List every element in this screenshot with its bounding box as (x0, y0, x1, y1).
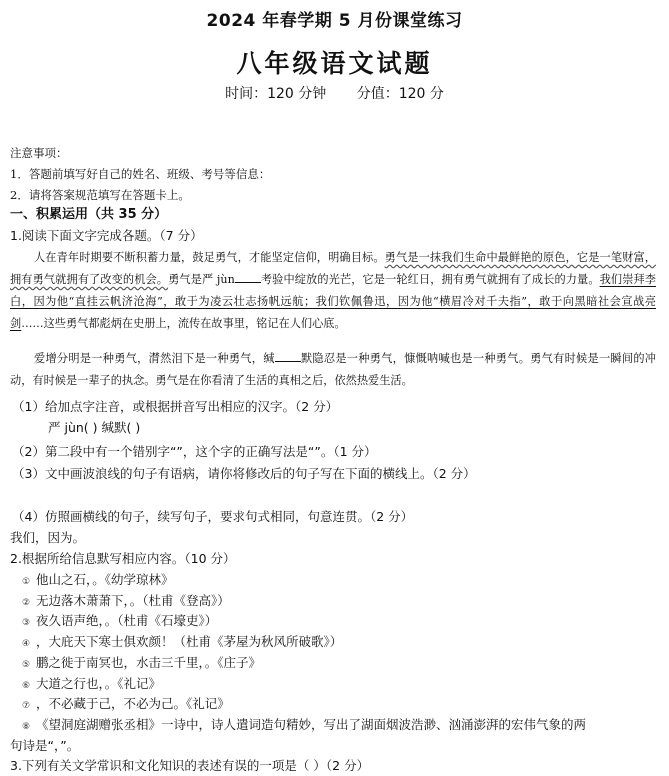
passage-paragraph-2 (10, 348, 656, 392)
section-1-heading: 一、积累运用（共 35 分） (10, 207, 168, 222)
item-text: ，大庇天下寒士俱欢颜！（杜甫《茅屋为秋风所破歌》） (36, 634, 343, 649)
item-number: ⑥ (22, 681, 31, 691)
sub-question-3: （3）文中画波浪线的句子有语病，请你将修改后的句子写在下面的横线上。（2 分） (12, 466, 476, 481)
exam-score: 分值：120 分 (356, 86, 444, 102)
recite-item (22, 715, 586, 737)
exam-info (0, 83, 669, 103)
recite-item (22, 570, 174, 592)
item-text: 《望洞庭湖赠张丞相》一诗中，诗人遣词造句精妙，写出了湖面烟波浩渺、汹涌澎湃的宏伟气象的两 (36, 717, 587, 732)
item-text: 鹏之徙于南冥也，水击三千里，。《庄子》 (36, 655, 262, 670)
answer-blank[interactable] (235, 270, 261, 283)
question-2-title: 2.根据所给信息默写相应内容。（10 分） (10, 551, 236, 566)
notice-heading: 注意事项： (10, 146, 68, 160)
item-number: ② (22, 598, 31, 608)
sub-question-4-answer[interactable]: 我们，因为。 (10, 530, 86, 545)
recite-item (22, 632, 342, 654)
passage-text: 人在青年时期要不断积蓄力量，鼓足勇气，才能坚定信仰，明确目标。 (34, 251, 385, 264)
recite-item (22, 653, 261, 675)
passage-text: ……这些勇气都彪炳在史册上，流传在故事里，铭记在人们心底。 (21, 317, 346, 330)
question-3-title: 3.下列有关文学常识和文化知识的表述有误的一项是（ ）（2 分） (10, 758, 370, 773)
passage-text: 勇气是严 jùn (168, 273, 235, 286)
recite-item (22, 674, 161, 696)
item-number: ③ (22, 618, 31, 628)
sub-question-1-answer[interactable]: 严 jùn( ) 缄默( ) (48, 420, 141, 435)
item-number: ① (22, 577, 31, 587)
subject-title: 八年级语文试题 (236, 49, 433, 78)
passage-text: 默隐忍是一种勇气，慷慨呐喊也是一种勇气。勇气有时候是一瞬间的冲动，有时候是一辈子的执念。勇气是在你看清了生活的真相之后，依然热爱生活。 (10, 352, 656, 387)
recite-item (22, 694, 230, 716)
item-text: 无边落木萧萧下，。（杜甫《登高》） (36, 593, 230, 608)
sub-question-1: （1）给加点字注音，或根据拼音写出相应的汉字。（2 分） (12, 399, 339, 414)
item-number: ⑤ (22, 660, 31, 670)
notice-item-1: 1．答题前填写好自己的姓名、班级、考号等信息： (10, 167, 271, 181)
sub-question-4: （4）仿照画横线的句子，续写句子，要求句式相同，句意连贯。（2 分） (12, 509, 414, 524)
question-1-title: 1.阅读下面文字完成各题。（7 分） (10, 228, 203, 243)
recite-item (22, 591, 230, 613)
recite-item (22, 611, 217, 633)
exam-title: 2024 年春学期 5 月份课堂练习 (206, 11, 463, 31)
wavy-underlined-sentence: 勇气是一抹我们生命中最鲜艳的原色，它是一笔财富，拥有勇气就拥有了改变的机会。 (10, 251, 656, 286)
answer-blank[interactable] (275, 349, 301, 362)
sub-question-2: （2）第二段中有一个错别字“”，这个字的正确写法是“”。（1 分） (12, 444, 377, 459)
recite-item-continuation: 句诗是“，”。 (10, 738, 80, 753)
item-text: 他山之石，。《幼学琼林》 (36, 572, 174, 587)
underlined-sentence: 我们崇拜李白，因为他“直挂云帆济沧海”，敢于为凌云壮志扬帆远航；我们钦佩鲁迅，因为他“横眉冷对千夫指”，敢于向黑暗社会宣战亮剑 (10, 273, 656, 330)
passage-text: 爱增分明是一种勇气，潸然泪下是一种勇气，缄 (34, 352, 275, 365)
item-number: ⑦ (22, 701, 31, 711)
passage-text: 考验中绽放的光芒，它是一轮红日，拥有勇气就拥有了成长的力量。 (260, 273, 600, 286)
item-number: ⑧ (22, 722, 31, 732)
item-text: ，不必藏于己，不必为己。《礼记》 (36, 696, 230, 711)
item-text: 大道之行也，。《礼记》 (36, 676, 162, 691)
passage-paragraph-1 (10, 247, 656, 335)
item-text: 夜久语声绝，。（杜甫《石壕吏》） (36, 613, 218, 628)
notice-item-2: 2．请将答案规范填写在答题卡上。 (10, 188, 190, 202)
item-number: ④ (22, 639, 31, 649)
exam-time: 时间：120 分钟 (225, 86, 327, 102)
